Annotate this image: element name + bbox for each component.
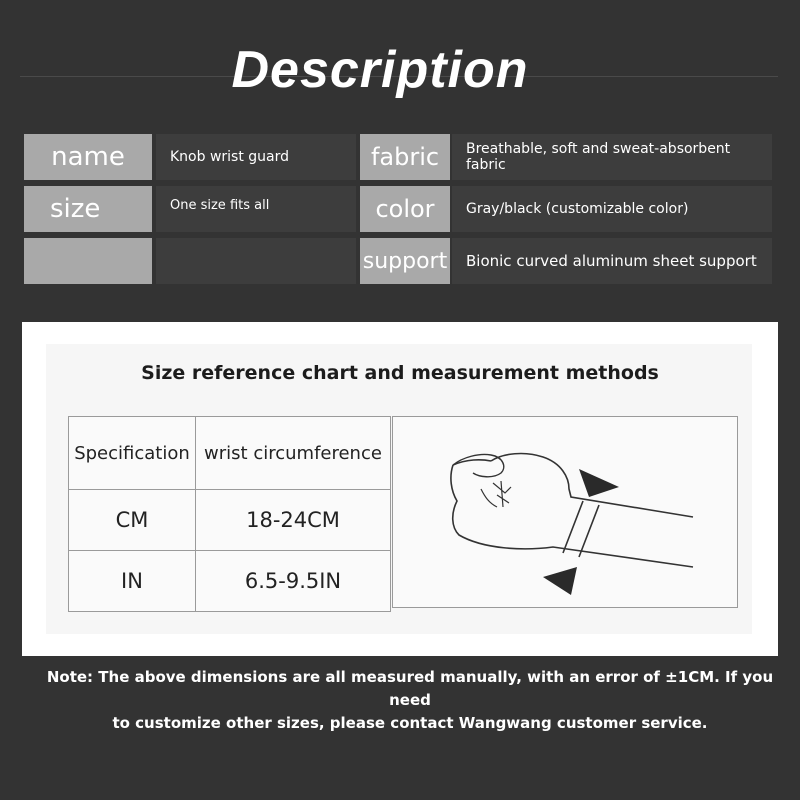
column-header-specification: Specification bbox=[69, 417, 196, 490]
table-row bbox=[69, 551, 391, 612]
note-line-1: Note: The above dimensions are all measured manually, with an error of ±1CM. If you need bbox=[46, 668, 774, 709]
table-cell-value: 6.5-9.5IN bbox=[196, 551, 391, 612]
table-cell-unit: IN bbox=[69, 551, 196, 612]
size-chart-title: Size reference chart and measurement methods bbox=[141, 362, 659, 384]
support-value: Bionic curved aluminum sheet support bbox=[452, 238, 772, 284]
hand-wrist-icon bbox=[393, 417, 736, 606]
name-value: Knob wrist guard bbox=[156, 134, 356, 180]
size-value: One size fits all bbox=[156, 186, 356, 232]
empty-label-cell bbox=[24, 238, 152, 284]
size-table bbox=[68, 416, 391, 612]
color-label: color bbox=[360, 186, 450, 232]
note-line-2: to customize other sizes, please contact Wangwang customer service. bbox=[112, 714, 708, 732]
empty-value-cell bbox=[156, 238, 356, 284]
support-label: support bbox=[360, 238, 450, 284]
name-label: name bbox=[24, 134, 152, 180]
table-header-row bbox=[69, 417, 391, 490]
note-text bbox=[40, 666, 780, 735]
page-title: Description bbox=[231, 41, 529, 99]
size-label: size bbox=[24, 186, 152, 232]
fabric-label: fabric bbox=[360, 134, 450, 180]
table-cell-unit: CM bbox=[69, 490, 196, 551]
table-row bbox=[69, 490, 391, 551]
table-cell-value: 18-24CM bbox=[196, 490, 391, 551]
fabric-value: Breathable, soft and sweat-absorbent fabric bbox=[452, 134, 772, 180]
color-value: Gray/black (customizable color) bbox=[452, 186, 772, 232]
size-chart-panel bbox=[22, 322, 778, 656]
column-header-wrist-circumference: wrist circumference bbox=[196, 417, 391, 490]
wrist-measurement-illustration bbox=[392, 416, 738, 608]
